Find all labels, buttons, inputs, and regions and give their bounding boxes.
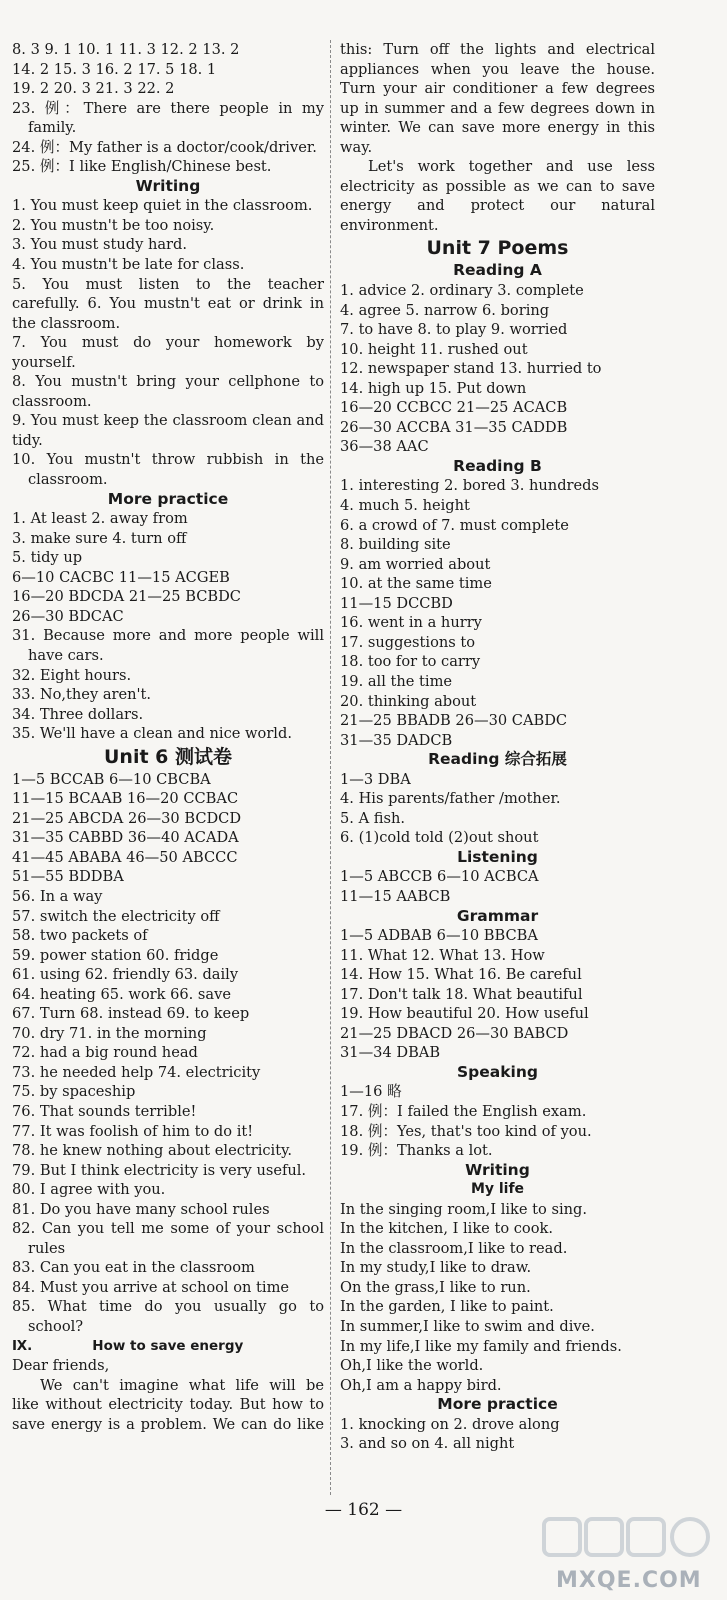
answer-line: appliances when you leave the house. [340,60,655,78]
section-heading: More practice [437,1395,558,1414]
section-heading [12,1337,324,1357]
answer-line: 16—20 BDCDA 21—25 BCBDC [12,588,241,606]
answer-line: 19. 2 20. 3 21. 3 22. 2 [12,80,175,98]
answer-line: 2. You mustn't be too noisy. [12,216,215,234]
answer-line: 3. make sure 4. turn off [12,529,187,547]
answer-line: classroom. [12,392,92,410]
answer-line: 21—25 ABCDA 26—30 BCDCD [12,809,242,827]
answer-line: 4. You mustn't be late for class. [12,256,245,274]
answer-line: 67. Turn 68. instead 69. to keep [12,1005,250,1023]
answer-line: Oh,I like the world. [340,1357,484,1375]
answer-line: 59. power station 60. fridge [12,946,219,964]
answer-line: 12. newspaper stand 13. hurried to [340,360,602,378]
answer-line: 14. How 15. What 16. Be careful [340,966,582,984]
answer-line: carefully. 6. You mustn't eat or drink in [12,295,324,313]
answer-line: 18. too for to carry [340,653,481,671]
answer-line: 9. You must keep the classroom clean and [12,412,324,430]
answer-line: 8. 3 9. 1 10. 1 11. 3 12. 2 13. 2 [12,41,240,58]
answer-line: 18. 例：Yes, that's too kind of you. [340,1122,592,1140]
answer-line: 73. he needed help 74. electricity [12,1063,261,1081]
answer-line: 3. You must study hard. [12,236,188,254]
answer-line: 33. No,they aren't. [12,686,152,704]
answer-line: 17. suggestions to [340,633,476,651]
answer-line: 11. What 12. What 13. How [340,946,545,964]
section-heading: Unit 7 Poems [426,237,569,260]
answer-line: 3. and so on 4. all night [340,1435,515,1453]
section-heading: Writing [465,1160,530,1179]
answer-line: 19. 例：Thanks a lot. [340,1142,493,1160]
answer-line: up in summer and a few degrees down in [340,99,655,117]
answer-line: 1—3 DBA [340,770,411,788]
answer-line: way. [340,138,373,156]
section-heading: Reading 综合拓展 [428,750,567,769]
answer-line: classroom. [28,471,108,489]
section-title: How to save energy [92,1337,244,1354]
answer-line: 20. thinking about [340,692,477,710]
answer-line: 9. am worried about [340,555,491,573]
answer-line: 58. two packets of [12,927,148,945]
answer-line: 6. a crowd of 7. must complete [340,516,569,534]
answer-line: 80. I agree with you. [12,1181,166,1199]
answer-line: 81. Do you have many school rules [12,1200,270,1218]
answer-line: 17. 例：I failed the English exam. [340,1102,587,1120]
answer-line: 19. all the time [340,672,453,690]
answer-line: 31. Because more and more people will [12,627,324,645]
answer-line: 26—30 BDCAC [12,607,124,625]
answer-line: 1. At least 2. away from [12,510,188,528]
answer-line: 1. knocking on 2. drove along [340,1415,560,1433]
answer-line: 35. We'll have a clean and nice world. [12,725,292,743]
section-heading: Writing [135,176,201,195]
section-heading: More practice [107,489,229,508]
answer-line: 31—35 CABBD 36—40 ACADA [12,829,239,847]
answer-line: school? [28,1318,84,1335]
answer-line: 84. Must you arrive at school on time [12,1278,290,1296]
answer-line: 21—25 BBADB 26—30 CABDC [340,712,568,730]
answer-line: 57. switch the electricity off [12,907,220,925]
answer-line: In summer,I like to swim and dive. [340,1318,595,1335]
answer-line: 8. building site [340,536,451,554]
answer-line: 1—5 ABCCB 6—10 ACBCA [340,868,539,886]
answer-line: 4. His parents/father /mother. [340,790,561,808]
answer-line: Let's work together and use less [368,158,655,176]
answer-line: 14. 2 15. 3 16. 2 17. 5 18. 1 [12,60,217,78]
answer-line: 64. heating 65. work 66. save [12,985,231,1003]
answer-line: We can't imagine what life will be [40,1376,324,1394]
answer-line: 26—30 ACCBA 31—35 CADDB [340,418,568,436]
answer-line: like without electricity today. But how to [12,1396,324,1414]
answer-line: 6—10 CACBC 11—15 ACGEB [12,568,230,586]
answer-line: 72. had a big round head [12,1044,198,1062]
left-column [12,40,324,1434]
answer-line: electricity as possible as we can to save [340,177,655,195]
answer-line: 5. A fish. [340,809,406,827]
answer-line: On the grass,I like to run. [340,1278,531,1296]
section-heading: Listening [457,847,538,866]
answer-line: this: Turn off the lights and electrical [340,41,655,58]
section-heading: Unit 6 测试卷 [104,745,232,768]
answer-line: 76. That sounds terrible! [12,1102,197,1120]
answer-line: 14. high up 15. Put down [340,379,527,397]
section-heading: Reading B [453,456,542,475]
answer-line: 24. 例：My father is a doctor/cook/driver. [12,138,317,156]
answer-line: 1. You must keep quiet in the classroom. [12,197,313,215]
answer-line: 77. It was foolish of him to do it! [12,1122,254,1140]
answer-line: 21—25 DBACD 26—30 BABCD [340,1024,569,1042]
answer-line: 16. went in a hurry [340,614,482,632]
answer-line: 8. You mustn't bring your cellphone to [12,373,324,391]
answer-line: 11—15 AABCB [340,887,451,905]
answer-line: In the kitchen, I like to cook. [340,1220,553,1238]
answer-line: Dear friends, [12,1357,110,1375]
answer-line: 23. 例：There are there people in my [12,99,324,117]
answer-line: In my life,I like my family and friends. [340,1337,622,1355]
answer-line: 36—38 AAC [340,438,429,456]
answer-line: family. [28,119,77,137]
answer-line: 5. tidy up [12,549,83,567]
answer-line: 10. at the same time [340,575,492,593]
answer-line: 75. by spaceship [12,1083,136,1101]
answer-line: 41—45 ABABA 46—50 ABCCC [12,848,238,866]
answer-line: save energy is a problem. We can do like [12,1415,324,1433]
answer-line: 5. You must listen to the teacher [12,275,324,293]
answer-line: 83. Can you eat in the classroom [12,1259,255,1277]
answer-line: tidy. [12,431,43,449]
answer-line: 1. interesting 2. bored 3. hundreds [340,477,599,495]
answer-line: 4. much 5. height [340,497,470,515]
answer-line: 16—20 CCBCC 21—25 ACACB [340,399,568,417]
answer-line: the classroom. [12,314,121,332]
answer-line: 1—16 略 [340,1083,402,1101]
answer-line: winter. We can save more energy in this [340,119,655,137]
answer-line: have cars. [28,646,104,664]
section-heading: My life [470,1181,525,1198]
answer-line: Turn your air conditioner a few degrees [340,80,655,98]
answer-line: 1. advice 2. ordinary 3. complete [340,282,584,300]
answer-line: 85. What time do you usually go to [12,1298,324,1316]
answer-line: 11—15 DCCBD [340,594,453,612]
answer-line: environment. [340,216,439,234]
answer-line: 34. Three dollars. [12,705,144,723]
answer-line: 10. You mustn't throw rubbish in the [12,451,324,469]
answer-line: 7. to have 8. to play 9. worried [340,321,568,339]
column-divider [330,40,331,1495]
watermark-text: MXQE.COM [556,1568,702,1593]
answer-line: 70. dry 71. in the morning [12,1024,207,1042]
answer-line: 61. using 62. friendly 63. daily [12,966,239,984]
section-heading: Grammar [456,906,539,925]
answer-line: In the singing room,I like to sing. [340,1200,587,1218]
answer-line: rules [28,1239,66,1257]
answer-line: 10. height 11. rushed out [340,340,528,358]
answer-line: 51—55 BDDBA [12,868,124,886]
answer-line: 78. he knew nothing about electricity. [12,1142,293,1160]
answer-line: 79. But I think electricity is very useful. [12,1161,307,1179]
section-heading: Speaking [457,1062,538,1081]
answer-line: yourself. [12,353,76,371]
answer-line: 19. How beautiful 20. How useful [340,1005,589,1023]
answer-line: 32. Eight hours. [12,666,132,684]
answer-line: 31—35 DADCB [340,731,453,749]
section-number: Ⅸ. [12,1337,33,1354]
answer-line: 1—5 BCCAB 6—10 CBCBA [12,770,211,788]
answer-line: 25. 例：I like English/Chinese best. [12,158,272,176]
answer-line: 6. (1)cold told (2)out shout [340,829,539,847]
answer-line: 4. agree 5. narrow 6. boring [340,301,550,319]
section-heading: Reading A [453,261,542,280]
answer-line: 1—5 ADBAB 6—10 BBCBA [340,927,538,945]
answer-line: 7. You must do your homework by [12,334,324,352]
answer-line: 56. In a way [12,887,103,905]
answer-line: Oh,I am a happy bird. [340,1376,502,1394]
answer-line: In my study,I like to draw. [340,1259,532,1277]
answer-line: In the classroom,I like to read. [340,1239,568,1257]
answer-line: 11—15 BCAAB 16—20 CCBAC [12,790,239,808]
answer-line: In the garden, I like to paint. [340,1298,554,1316]
answer-line: 17. Don't talk 18. What beautiful [340,985,583,1003]
answer-line: energy and protect our natural [340,197,655,215]
answer-line: 31—34 DBAB [340,1044,441,1062]
page-number: — 162 — [324,1500,403,1520]
answer-line: 82. Can you tell me some of your school [12,1220,324,1238]
right-column [340,40,655,1454]
